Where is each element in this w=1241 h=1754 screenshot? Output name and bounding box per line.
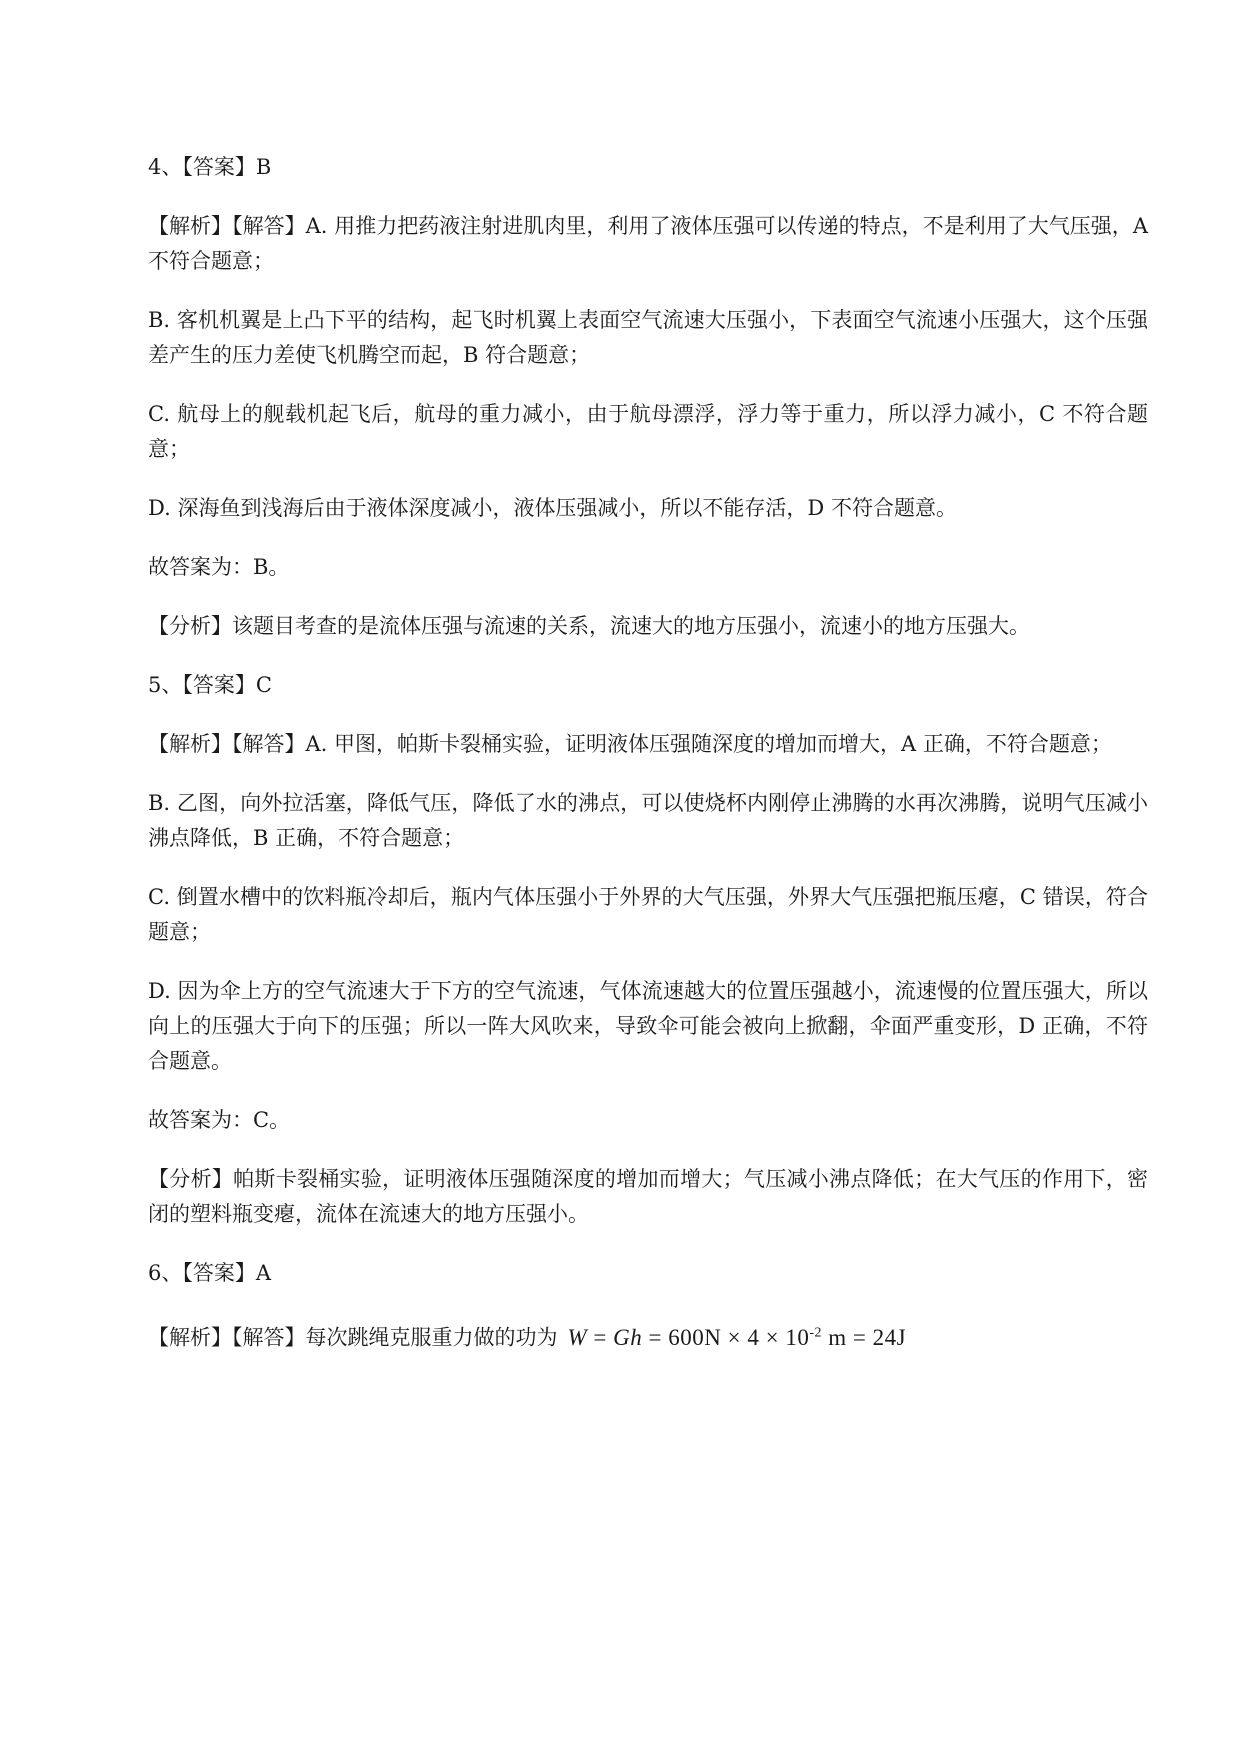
analysis-5-b: B. 乙图，向外拉活塞，降低气压，降低了水的沸点，可以使烧杯内刚停止沸腾的水再次沸腾，说明气压减小沸点降低，B 正确，不符合题意； — [148, 791, 1148, 850]
formula-unit: m — [822, 1324, 847, 1350]
formula-eq3: = — [852, 1324, 867, 1350]
analysis-5-d: D. 因为伞上方的空气流速大于下方的空气流速，气体流速越大的位置压强越小，流速慢的位置压强大，所以向上的压强大于向下的压强；所以一阵大风吹来，导致伞可能会被向上掀翻，伞面严重变形，D 正确，不符合题意。 — [148, 979, 1148, 1073]
answer-heading-6: 6、【答案】A — [148, 1261, 272, 1285]
formula-result: 24J — [872, 1324, 907, 1350]
answer-heading-5: 5、【答案】C — [148, 673, 272, 697]
analysis-6 — [148, 1315, 1148, 1356]
analysis-5-a: 【解析】【解答】A. 甲图，帕斯卡裂桶实验，证明液体压强随深度的增加而增大，A 正确，不符合题意； — [148, 732, 1112, 756]
document-page — [148, 150, 1148, 1380]
analysis-4-d: D. 深海鱼到浅海后由于液体深度减小，液体压强减小，所以不能存活，D 不符合题意。 — [148, 496, 957, 520]
explanation-4: 【分析】该题目考查的是流体压强与流速的关系，流速大的地方压强小，流速小的地方压强大。 — [148, 614, 1030, 638]
analysis-4-b: B. 客机机翼是上凸下平的结构，起飞时机翼上表面空气流速大压强小，下表面空气流速小压强大，这个压强差产生的压力差使飞机腾空而起，B 符合题意； — [148, 308, 1148, 367]
formula-eq2: = — [648, 1324, 663, 1350]
analysis-4-c: C. 航母上的舰载机起飞后，航母的重力减小，由于航母漂浮，浮力等于重力，所以浮力减小，C 不符合题意； — [148, 402, 1148, 461]
final-answer-5: 故答案为：C。 — [148, 1108, 291, 1132]
formula-gh: Gh — [613, 1324, 643, 1350]
answer-heading-4: 4、【答案】B — [148, 155, 272, 179]
formula-mid: 600N × 4 × 10 — [668, 1324, 810, 1350]
final-answer-4: 故答案为：B。 — [148, 555, 290, 579]
analysis-4-a: 【解析】【解答】A. 用推力把药液注射进肌肉里，利用了液体压强可以传递的特点，不是利用了大气压强，A 不符合题意； — [148, 214, 1148, 273]
analysis-6-text: 【解析】【解答】每次跳绳克服重力做的功为 — [148, 1325, 558, 1350]
explanation-5: 【分析】帕斯卡裂桶实验，证明液体压强随深度的增加而增大；气压减小沸点降低；在大气压的作用下，密闭的塑料瓶变瘪，流体在流速大的地方压强小。 — [148, 1167, 1148, 1226]
formula-w: W — [567, 1324, 588, 1350]
analysis-5-c: C. 倒置水槽中的饮料瓶冷却后，瓶内气体压强小于外界的大气压强，外界大气压强把瓶压瘪，C 错误，符合题意； — [148, 885, 1148, 944]
work-formula — [568, 1325, 907, 1350]
formula-eq1: = — [593, 1324, 607, 1350]
formula-exponent: -2 — [809, 1325, 822, 1340]
